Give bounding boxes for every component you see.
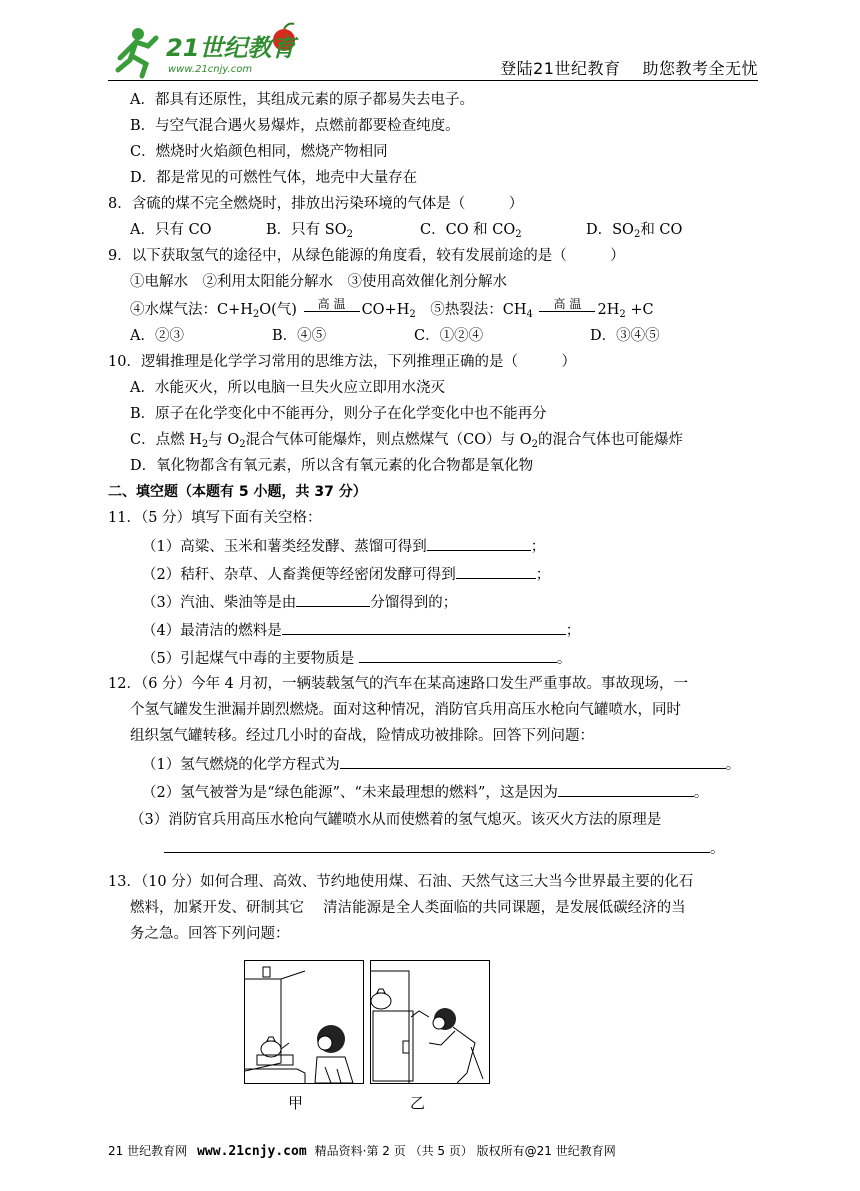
q9-option-c: C．①②④ (414, 328, 484, 344)
section-heading: 二、填空题（本题有 5 小题，共 37 分） (108, 484, 367, 500)
q8-stem: 8．含硫的煤不完全燃烧时，排放出污染环境的气体是（ ） (108, 196, 524, 212)
q8-option-d: D．$SO_2$和 CO (586, 222, 683, 240)
q10-option-d: D．氧化物都含有氧元素，所以含有氧元素的化合物都是氧化物 (130, 458, 534, 474)
footer-site: 21 世纪教育网 (108, 1144, 188, 1158)
q7-option-c: C．燃烧时火焰颜色相同，燃烧产物相同 (130, 144, 388, 160)
q10-option-c: C．点燃 $H_2$与 $O_2$混合气体可能爆炸，则点燃煤气（CO）与 $O_2$的混合气体也可能爆炸 (130, 432, 683, 450)
q11-item-2: （2）秸秆、杂草、人畜粪便等经密闭发酵可得到 ； (142, 564, 550, 585)
q10-option-a: A．水能灭火，所以电脑一旦失火应立即用水浇灭 (130, 380, 445, 396)
q11-item-3: （3）汽油、柴油等是由 分馏得到的； (142, 592, 457, 613)
q11-item-5: （5）引起煤气中毒的主要物质是 。 (142, 648, 571, 669)
q9-option-d: D．③④⑤ (590, 328, 660, 344)
illustration-yi (370, 960, 490, 1084)
slogan-right: 助您教考全无忧 (642, 59, 758, 78)
q7-option-b: B．与空气混合遇火易爆炸，点燃前都要检查纯度。 (130, 118, 460, 134)
answer-blank[interactable] (340, 754, 726, 769)
q13-line1: 13．（10 分）如何合理、高效、节约地使用煤、石油、天然气这三大当今世界最主要的化石 (108, 874, 694, 890)
q9-line2: ④水煤气法：$C+H_2O$(气) 高 温 $CO+H_2$ ⑤热裂法：$CH_4$ 高 温 $2H_2 +C$ (130, 297, 654, 320)
footer-page-info: 精品资料·第 2 页 （共 5 页） 版权所有@21 世纪教育网 (314, 1144, 616, 1158)
page-header (108, 20, 758, 82)
answer-blank[interactable] (456, 564, 536, 579)
q8-option-c: C．CO 和 $CO_2$ (420, 222, 522, 240)
q9-line1: ①电解水 ②利用太阳能分解水 ③使用高效催化剂分解水 (130, 274, 507, 290)
q12-item-3: （3）消防官兵用高压水枪向气罐喷水从而使燃着的氢气熄灭。该灭火方法的原理是 (130, 812, 662, 828)
q8-option-a: A．只有 CO (130, 222, 212, 238)
q11-item-1: （1）高粱、玉米和薯类经发酵、蒸馏可得到 ； (142, 536, 545, 557)
q10-option-b: B．原子在化学变化中不能再分，则分子在化学变化中也不能再分 (130, 406, 547, 422)
answer-blank[interactable] (359, 648, 557, 663)
figure-label-jia: 甲 (288, 1094, 304, 1112)
q9-option-b: B．④⑤ (272, 328, 327, 344)
illustration-pair (244, 960, 504, 1085)
q11-stem: 11．（5 分）填写下面有关空格： (108, 510, 322, 526)
answer-blank[interactable] (282, 620, 566, 635)
q13-line2: 燃料，加紧开发、研制其它 清洁能源是全人类面临的共同课题，是发展低碳经济的当 (130, 900, 686, 916)
svg-text:21世纪教育: 21世纪教育 (166, 34, 296, 62)
q8-option-b: B．只有 $SO_2$ (266, 222, 353, 240)
page-footer (108, 1142, 758, 1159)
q12-item-2: （2）氢气被誉为是“绿色能源”、“未来最理想的燃料”，这是因为 。 (142, 782, 708, 803)
reaction-arrow: 高 温 (302, 300, 362, 320)
answer-blank[interactable] (296, 592, 370, 607)
slogan-left: 登陆21世纪教育 (500, 59, 621, 78)
header-divider (108, 80, 758, 81)
q9-stem: 9．以下获取氢气的途径中，从绿色能源的角度看，较有发展前途的是（ ） (108, 248, 625, 264)
q10-stem: 10．逻辑推理是化学学习常用的思维方法，下列推理正确的是（ ） (108, 354, 576, 370)
answer-blank[interactable] (558, 782, 694, 797)
q12-item-1: （1）氢气燃烧的化学方程式为 。 (142, 754, 740, 775)
svg-text:www.21cnjy.com: www.21cnjy.com (168, 64, 253, 75)
q7-option-d: D．都是常见的可燃性气体，地壳中大量存在 (130, 170, 418, 186)
q12-item-3-answer: 。 (164, 838, 725, 859)
answer-blank[interactable] (164, 838, 710, 853)
q12-line3: 组织氢气罐转移。经过几小时的奋战，险情成功被排除。回答下列问题： (130, 728, 594, 744)
site-logo (108, 20, 308, 80)
q11-item-4: （4）最清洁的燃料是 ； (142, 620, 580, 641)
q7-option-a: A．都具有还原性，其组成元素的原子都易失去电子。 (130, 92, 474, 108)
header-slogan (478, 56, 758, 79)
figure-label-yi: 乙 (410, 1094, 426, 1112)
illustration-jia (244, 960, 364, 1084)
q12-line1: 12．（6 分）今年 4 月初，一辆装载氢气的汽车在某高速路口发生严重事故。事故现场，一 (108, 676, 688, 692)
answer-blank[interactable] (427, 536, 531, 551)
q12-line2: 个氢气罐发生泄漏并剧烈燃烧。面对这种情况，消防官兵用高压水枪向气罐喷水，同时 (130, 702, 681, 718)
reaction-arrow: 高 温 (537, 300, 597, 320)
footer-url[interactable]: www.21cnjy.com (197, 1144, 307, 1159)
q9-option-a: A．②③ (130, 328, 184, 344)
running-figure-icon (118, 28, 156, 76)
q13-line3: 务之急。回答下列问题： (130, 926, 290, 942)
